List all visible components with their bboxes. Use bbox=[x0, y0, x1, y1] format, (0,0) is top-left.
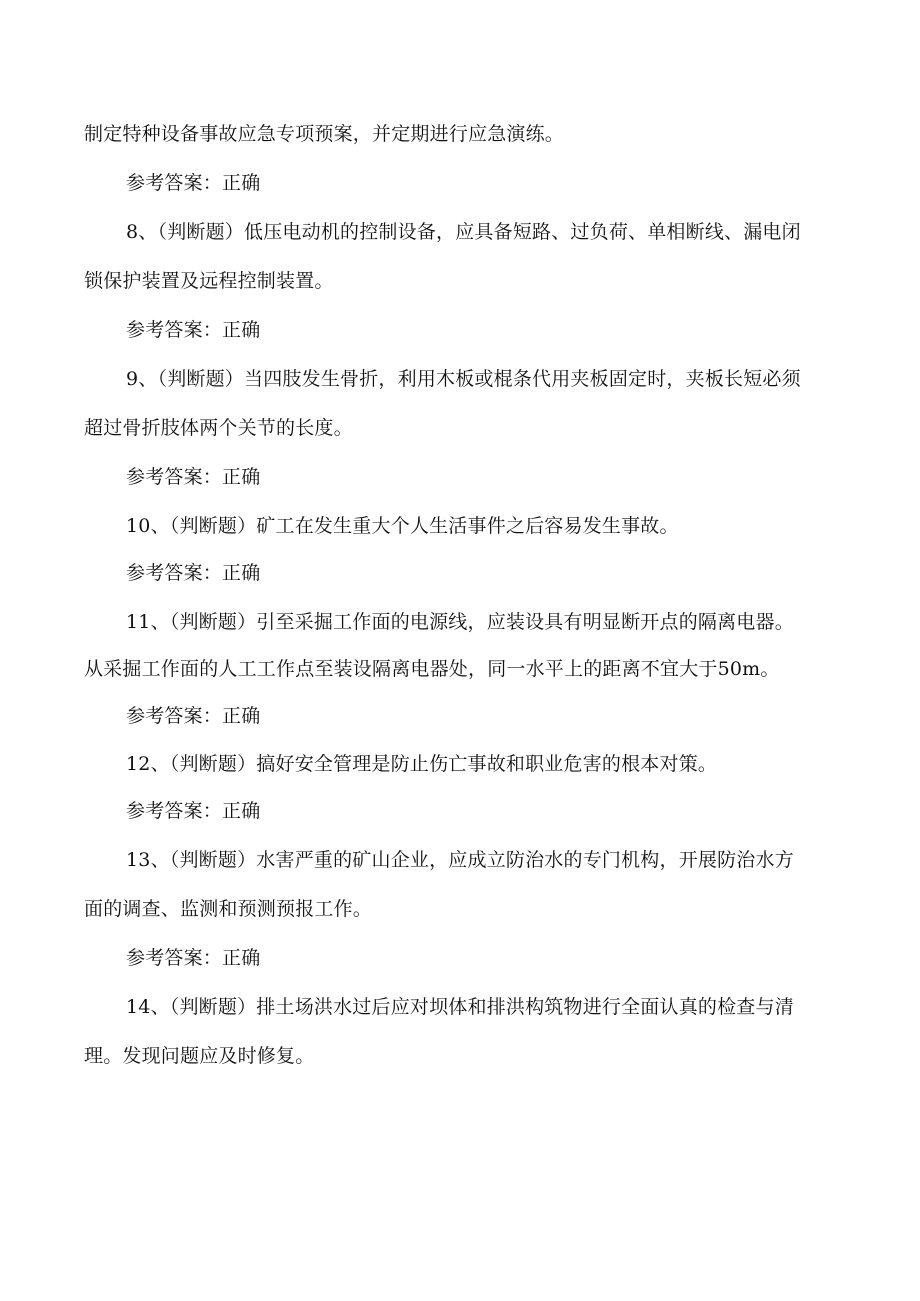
question-number: 9、 bbox=[126, 368, 158, 390]
question-11-line1 bbox=[126, 608, 886, 636]
question-8-line1 bbox=[126, 218, 886, 246]
question-type: （判断题） bbox=[157, 221, 245, 243]
question-type: （判断题） bbox=[169, 849, 257, 871]
intro-continuation: 制定特种设备事故应急专项预案，并定期进行应急演练。 bbox=[84, 123, 565, 145]
question-number: 13、 bbox=[126, 849, 170, 871]
question-text: 低压电动机的控制设备，应具备短路、过负荷、单相断线、漏电闭 bbox=[244, 221, 801, 243]
question-13-line2: 面的调查、监测和预测预报工作。 bbox=[84, 898, 373, 920]
question-text: 搞好安全管理是防止伤亡事故和职业危害的根本对策。 bbox=[256, 753, 718, 775]
answer-11: 参考答案：正确 bbox=[126, 705, 261, 727]
answer-8: 参考答案：正确 bbox=[126, 319, 261, 341]
question-type: （判断题） bbox=[169, 515, 257, 537]
question-number: 14、 bbox=[126, 996, 170, 1018]
question-type: （判断题） bbox=[157, 368, 245, 390]
question-13-line1 bbox=[126, 846, 886, 874]
question-type: （判断题） bbox=[169, 996, 257, 1018]
question-10-line1 bbox=[126, 512, 886, 540]
question-number: 11、 bbox=[126, 611, 170, 633]
answer-13: 参考答案：正确 bbox=[126, 947, 261, 969]
question-9-line1 bbox=[126, 365, 886, 393]
question-text: 矿工在发生重大个人生活事件之后容易发生事故。 bbox=[256, 515, 679, 537]
answer-9: 参考答案：正确 bbox=[126, 466, 261, 488]
answer-12: 参考答案：正确 bbox=[126, 800, 261, 822]
answer-prev: 参考答案：正确 bbox=[126, 172, 261, 194]
question-number: 12、 bbox=[126, 753, 170, 775]
question-11-line2: 从采掘工作面的人工工作点至装设隔离电器处，同一水平上的距离不宜大于50m。 bbox=[84, 658, 780, 680]
question-9-line2: 超过骨折肢体两个关节的长度。 bbox=[84, 417, 353, 439]
question-14-line2: 理。发现问题应及时修复。 bbox=[84, 1045, 315, 1067]
question-14-line1 bbox=[126, 993, 886, 1021]
answer-10: 参考答案：正确 bbox=[126, 562, 261, 584]
question-type: （判断题） bbox=[169, 611, 257, 633]
question-text: 水害严重的矿山企业，应成立防治水的专门机构，开展防治水方 bbox=[256, 849, 794, 871]
question-number: 10、 bbox=[126, 515, 170, 537]
question-text: 排土场洪水过后应对坝体和排洪构筑物进行全面认真的检查与清 bbox=[256, 996, 794, 1018]
question-number: 8、 bbox=[126, 221, 158, 243]
question-text: 引至采掘工作面的电源线，应装设具有明显断开点的隔离电器。 bbox=[256, 611, 794, 633]
question-type: （判断题） bbox=[169, 753, 257, 775]
question-text: 当四肢发生骨折，利用木板或棍条代用夹板固定时，夹板长短必须 bbox=[244, 368, 801, 390]
question-12-line1 bbox=[126, 750, 886, 778]
question-8-line2: 锁保护装置及远程控制装置。 bbox=[84, 270, 334, 292]
